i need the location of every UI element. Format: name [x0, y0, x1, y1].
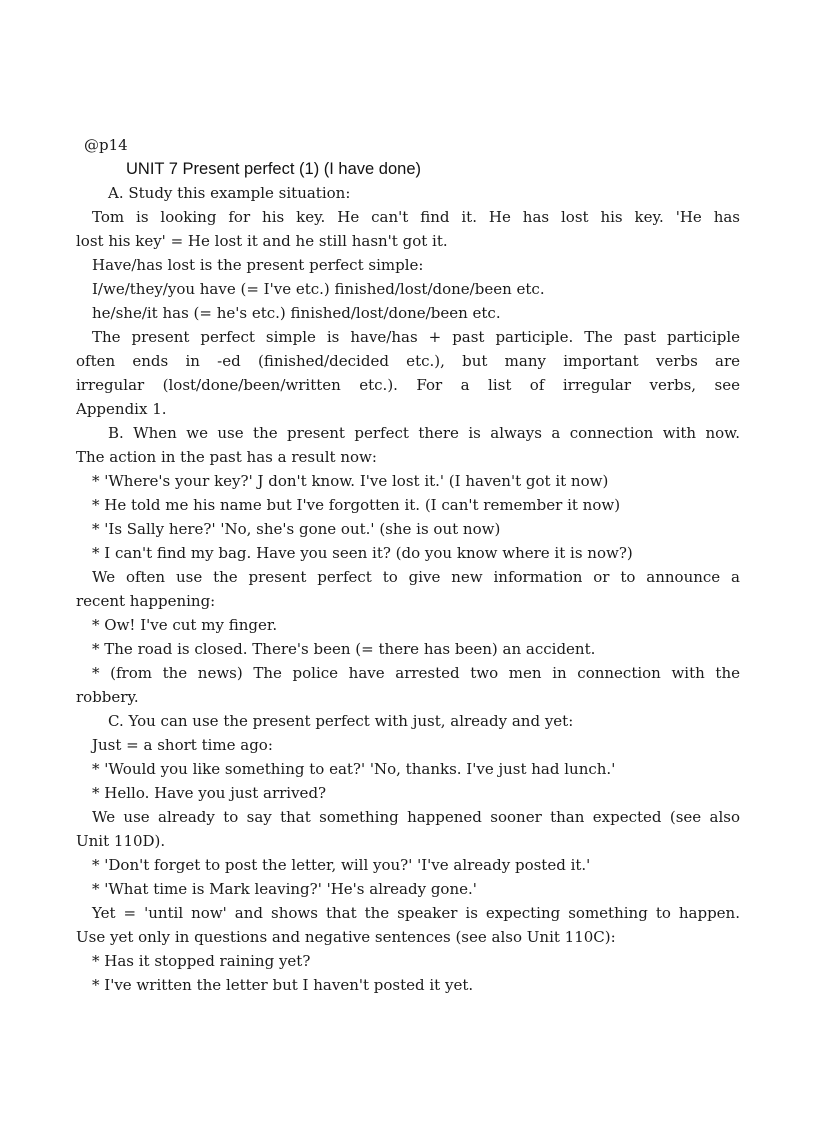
- section-a-form-2: he/she/it has (= he's etc.) finished/lost/done/been etc.: [92, 304, 501, 322]
- section-c-yet-rule-cont: Use yet only in questions and negative sentences (see also Unit 110C):: [76, 928, 616, 946]
- section-b-example-1: * 'Where's your key?' J don't know. I've lost it.' (I haven't got it now): [92, 472, 609, 490]
- section-c-already-rule: We use already to say that something happened sooner than expected (see also: [92, 808, 740, 826]
- section-c-yet-example-1: * Has it stopped raining yet?: [92, 952, 311, 970]
- section-a-example: Tom is looking for his key. He can't find it. He has lost his key. 'He has: [92, 208, 740, 226]
- section-b-news-example-3: * (from the news) The police have arrested two men in connection with the: [92, 664, 740, 682]
- section-b-heading-cont: The action in the past has a result now:: [76, 448, 377, 466]
- section-b-example-2: * He told me his name but I've forgotten it. (I can't remember it now): [92, 496, 621, 514]
- section-a-heading: A. Study this example situation:: [108, 184, 351, 202]
- section-b-heading: B. When we use the present perfect there is always a connection with now.: [108, 424, 740, 442]
- section-a-rule-3: irregular (lost/done/been/written etc.). For a list of irregular verbs, see: [76, 376, 740, 394]
- section-c-already-rule-cont: Unit 110D).: [76, 832, 166, 850]
- section-a-intro: Have/has lost is the present perfect simple:: [92, 256, 424, 274]
- section-c-just-example-1: * 'Would you like something to eat?' 'No, thanks. I've just had lunch.': [92, 760, 616, 778]
- section-b-example-4: * I can't find my bag. Have you seen it? (do you know where it is now?): [92, 544, 633, 562]
- section-a-example-cont: lost his key' = He lost it and he still hasn't got it.: [76, 232, 448, 250]
- section-b-news-intro-cont: recent happening:: [76, 592, 216, 610]
- section-c-just-definition: Just = a short time ago:: [92, 736, 273, 754]
- section-b-news-example-3-cont: robbery.: [76, 688, 139, 706]
- section-a-form-1: I/we/they/you have (= I've etc.) finished/lost/done/been etc.: [92, 280, 545, 298]
- section-a-rule-1: The present perfect simple is have/has + past participle. The past participle: [92, 328, 740, 346]
- page-label: @p14: [84, 136, 128, 154]
- document-body: [76, 133, 740, 997]
- section-a-rule-2: often ends in -ed (finished/decided etc.), but many important verbs are: [76, 352, 740, 370]
- section-b-news-intro: We often use the present perfect to give new information or to announce a: [92, 568, 740, 586]
- unit-title: UNIT 7 Present perfect (1) (I have done): [126, 160, 421, 178]
- section-c-already-example-2: * 'What time is Mark leaving?' 'He's already gone.': [92, 880, 477, 898]
- section-b-news-example-2: * The road is closed. There's been (= there has been) an accident.: [92, 640, 596, 658]
- section-c-yet-example-2: * I've written the letter but I haven't posted it yet.: [92, 976, 474, 994]
- section-c-yet-rule: Yet = 'until now' and shows that the speaker is expecting something to happen.: [92, 904, 740, 922]
- section-c-heading: C. You can use the present perfect with just, already and yet:: [108, 712, 574, 730]
- section-b-news-example-1: * Ow! I've cut my finger.: [92, 616, 278, 634]
- section-c-just-example-2: * Hello. Have you just arrived?: [92, 784, 327, 802]
- section-c-already-example-1: * 'Don't forget to post the letter, will you?' 'I've already posted it.': [92, 856, 591, 874]
- section-b-example-3: * 'Is Sally here?' 'No, she's gone out.' (she is out now): [92, 520, 501, 538]
- section-a-rule-4: Appendix 1.: [76, 400, 167, 418]
